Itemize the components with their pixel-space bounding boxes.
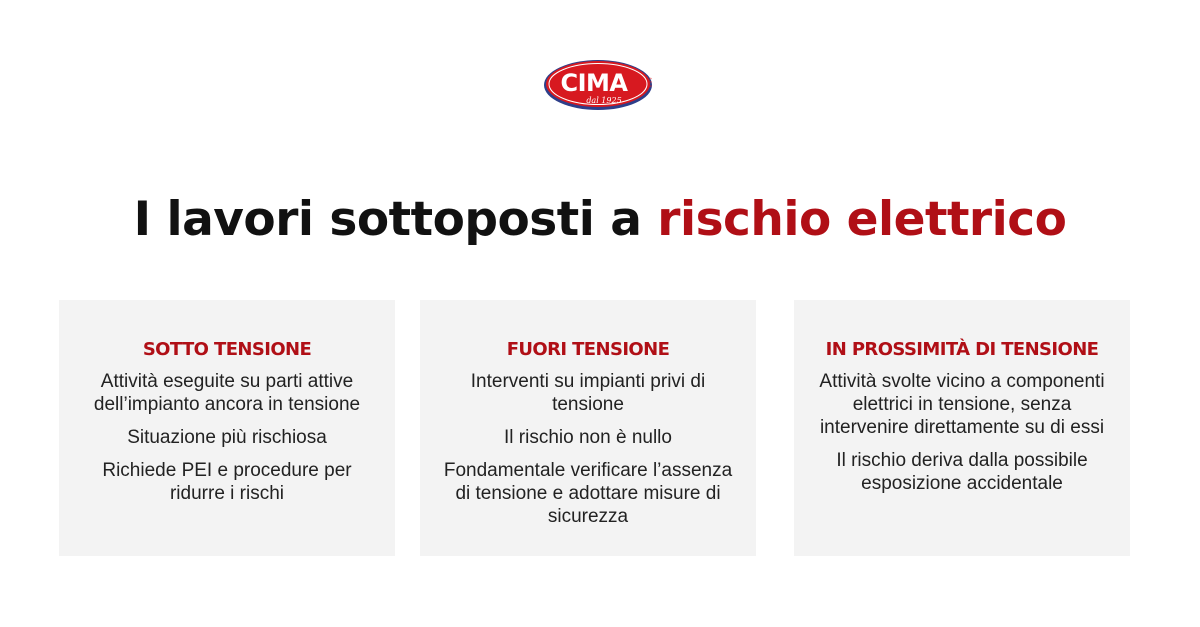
svg-text:dal 1925: dal 1925 [586,96,622,105]
svg-text:CIMA: CIMA [560,69,628,97]
card-title: IN PROSSIMITÀ DI TENSIONE [825,339,1099,360]
title-prefix: I lavori sottoposti a [133,192,658,247]
card-fuori-tensione [420,300,756,556]
card-point: Il rischio non è nullo [504,427,672,448]
card-point: Fondamentale verificare l’assenza di tensione e adottare misure di sicurezza [443,460,733,527]
card-point: Attività eseguite su parti attive dell’impianto ancora in tensione [93,371,361,415]
card-point: Interventi su impianti privi di tensione [470,371,706,415]
card-point: Attività svolte vicino a componenti elettrici in tensione, senza intervenire direttamente su di essi [819,371,1105,438]
card-title: FUORI TENSIONE [506,339,670,360]
title-accent: rischio elettrico [657,192,1067,247]
card-sotto-tensione [59,300,395,556]
cima-logo-icon [542,57,658,113]
page-title [0,190,1200,250]
card-point: Situazione più rischiosa [127,427,327,448]
card-prossimita-tensione [794,300,1130,556]
svg-text:s.p.a.: s.p.a. [648,77,653,89]
card-title: SOTTO TENSIONE [142,339,312,360]
card-point: Il rischio deriva dalla possibile esposizione accidentale [836,450,1088,494]
card-point: Richiede PEI e procedure per ridurre i rischi [102,460,352,504]
